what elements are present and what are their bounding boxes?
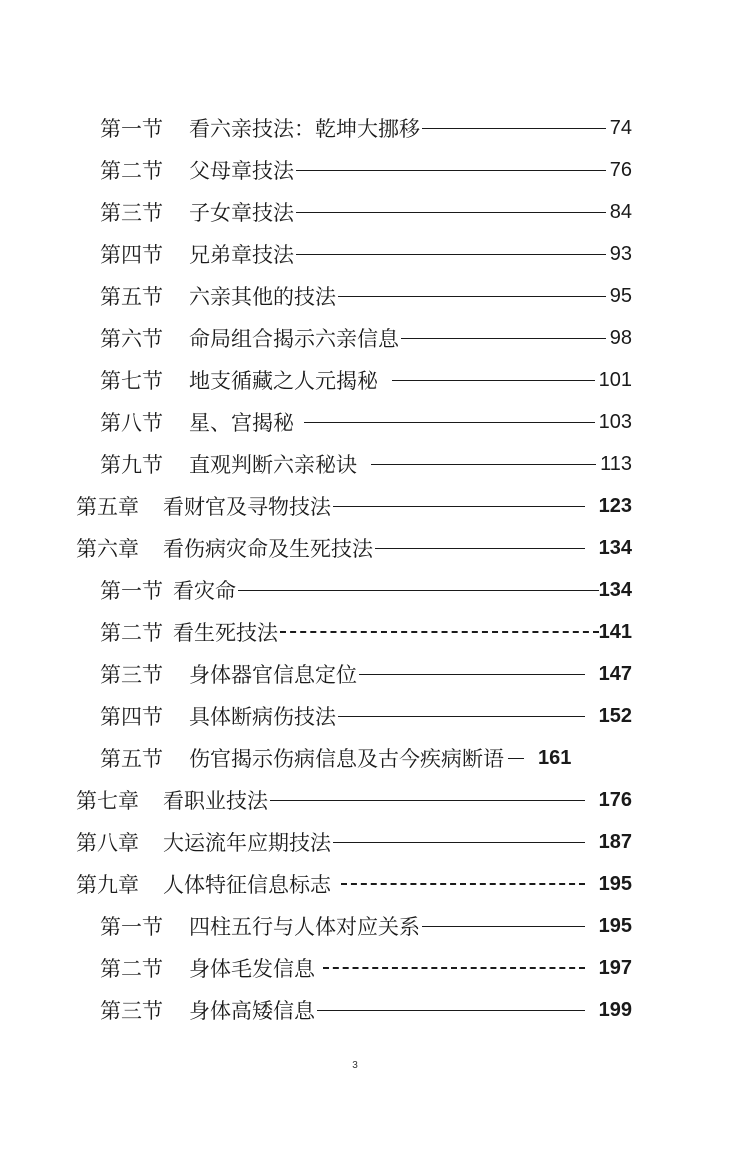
- entry-page: 152: [598, 704, 632, 727]
- toc-entry: [100, 612, 632, 652]
- toc-entry: [100, 738, 632, 778]
- entry-label: 第六节: [100, 327, 163, 351]
- entry-title: 六亲其他的技法: [189, 285, 336, 309]
- entry-title: 看职业技法: [163, 789, 268, 813]
- entry-label: 第五节: [100, 747, 163, 771]
- toc-entry: [100, 696, 632, 736]
- toc-entry: [100, 990, 632, 1030]
- entry-page: 98: [609, 326, 632, 349]
- entry-label: 第四节: [100, 243, 163, 267]
- leader-line: [238, 590, 599, 591]
- entry-title: 看伤病灾命及生死技法: [163, 537, 373, 561]
- leader-line: [375, 548, 585, 549]
- entry-label: 第九节: [100, 453, 163, 477]
- toc-entry: [100, 150, 632, 190]
- entry-title: 人体特征信息标志: [163, 873, 331, 897]
- entry-label: 第二节: [100, 621, 163, 645]
- entry-label: 第九章: [76, 873, 139, 897]
- leader-line: [422, 128, 606, 129]
- entry-title: 伤官揭示伤病信息及古今疾病断语: [189, 747, 504, 771]
- entry-label: 第三节: [100, 999, 163, 1023]
- toc-entry: [100, 276, 632, 316]
- entry-page: 141: [598, 620, 632, 643]
- entry-title: 看灾命: [173, 579, 236, 603]
- entry-title: 大运流年应期技法: [163, 831, 331, 855]
- toc-entry: [100, 318, 632, 358]
- toc-entry: [100, 360, 632, 400]
- entry-title: 看生死技法: [173, 621, 278, 645]
- leader-line: [338, 296, 606, 297]
- entry-label: 第四节: [100, 705, 163, 729]
- leader-line: [341, 883, 585, 885]
- entry-title: 看财官及寻物技法: [163, 495, 331, 519]
- entry-title: 子女章技法: [189, 201, 294, 225]
- toc-entry: [100, 444, 632, 484]
- entry-page: 95: [609, 284, 632, 307]
- toc-entry: [100, 570, 632, 610]
- entry-page: 74: [609, 116, 632, 139]
- entry-label: 第五节: [100, 285, 163, 309]
- leader-line: [371, 464, 596, 465]
- leader-line: [296, 212, 606, 213]
- toc-entry: [100, 906, 632, 946]
- leader-line: [280, 631, 599, 633]
- toc-entry: [100, 948, 632, 988]
- entry-title: 身体毛发信息: [189, 957, 315, 981]
- toc-chapter: [76, 528, 632, 568]
- entry-label: 第六章: [76, 537, 139, 561]
- entry-label: 第七节: [100, 369, 163, 393]
- entry-page: 134: [598, 536, 632, 559]
- entry-page: 147: [598, 662, 632, 685]
- entry-label: 第一节: [100, 117, 163, 141]
- toc-chapter: [76, 780, 632, 820]
- entry-label: 第二节: [100, 957, 163, 981]
- leader-line: [333, 506, 585, 507]
- leader-line: [333, 842, 585, 843]
- entry-label: 第八节: [100, 411, 163, 435]
- entry-title: 兄弟章技法: [189, 243, 294, 267]
- entry-title: 星、宫揭秘: [189, 411, 294, 435]
- entry-page: 103: [598, 410, 632, 433]
- entry-title: 身体器官信息定位: [189, 663, 357, 687]
- toc-chapter: [76, 822, 632, 862]
- leader-line: [392, 380, 595, 381]
- entry-label: 第一节: [100, 579, 163, 603]
- toc-entry: [100, 654, 632, 694]
- entry-title: 看六亲技法：乾坤大挪移: [189, 117, 420, 141]
- entry-title: 四柱五行与人体对应关系: [189, 915, 420, 939]
- entry-title: 父母章技法: [189, 159, 294, 183]
- toc-entry: [100, 108, 632, 148]
- entry-page: 84: [609, 200, 632, 223]
- entry-page: 93: [609, 242, 632, 265]
- leader-line: [296, 254, 606, 255]
- leader-line: [338, 716, 585, 717]
- entry-title: 直观判断六亲秘诀: [189, 453, 357, 477]
- leader-line: [270, 800, 585, 801]
- toc-entry: [100, 402, 632, 442]
- entry-label: 第七章: [76, 789, 139, 813]
- entry-page: 76: [609, 158, 632, 181]
- entry-page: 134: [598, 578, 632, 601]
- toc-chapter: [76, 864, 632, 904]
- toc-entry: [100, 192, 632, 232]
- entry-page: 176: [598, 788, 632, 811]
- leader-line: [401, 338, 606, 339]
- entry-page: 197: [598, 956, 632, 979]
- entry-title: 身体高矮信息: [189, 999, 315, 1023]
- entry-label: 第八章: [76, 831, 139, 855]
- entry-page: 161: [538, 746, 572, 769]
- leader-line: [323, 967, 585, 969]
- entry-label: 第五章: [76, 495, 139, 519]
- leader-line: [317, 1010, 585, 1011]
- entry-page: 123: [598, 494, 632, 517]
- leader-line: [508, 758, 524, 759]
- entry-page: 113: [600, 452, 632, 475]
- leader-line: [422, 926, 585, 927]
- entry-title: 具体断病伤技法: [189, 705, 336, 729]
- entry-label: 第一节: [100, 915, 163, 939]
- entry-page: 101: [598, 368, 632, 391]
- leader-line: [296, 170, 606, 171]
- entry-title: 地支循藏之人元揭秘: [189, 369, 378, 393]
- entry-page: 187: [598, 830, 632, 853]
- entry-label: 第二节: [100, 159, 163, 183]
- leader-line: [304, 422, 595, 423]
- entry-label: 第三节: [100, 201, 163, 225]
- entry-page: 199: [598, 998, 632, 1021]
- toc-chapter: [76, 486, 632, 526]
- toc-entry: [100, 234, 632, 274]
- entry-label: 第三节: [100, 663, 163, 687]
- leader-line: [359, 674, 585, 675]
- page-number: 3: [352, 1060, 358, 1071]
- entry-page: 195: [598, 914, 632, 937]
- entry-page: 195: [598, 872, 632, 895]
- entry-title: 命局组合揭示六亲信息: [189, 327, 399, 351]
